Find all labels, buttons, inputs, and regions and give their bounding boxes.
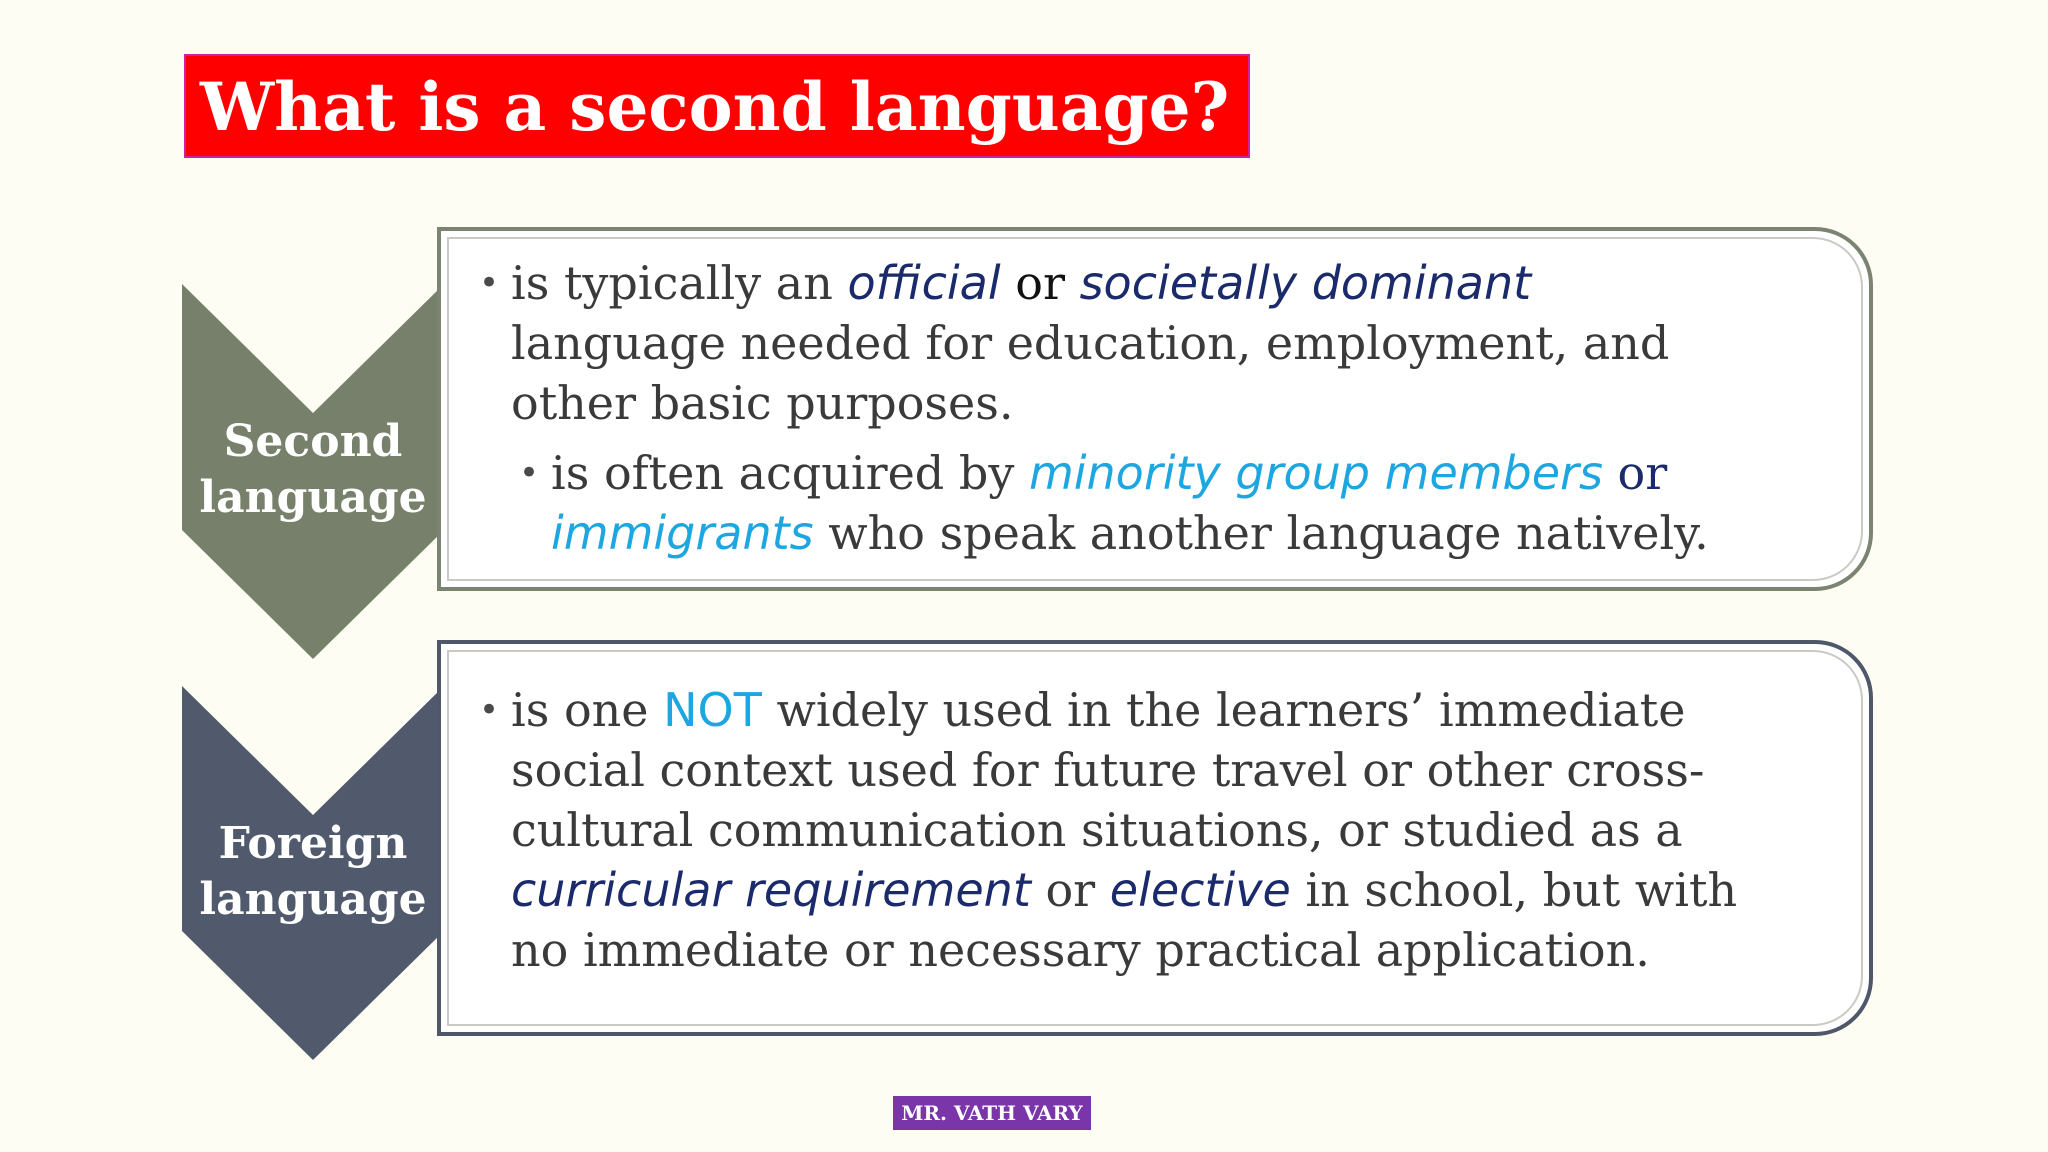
second-language-panel — [437, 227, 1873, 591]
text-span: widely used in the learners’ immediate — [761, 683, 1686, 737]
text-span: who speak another language natively. — [813, 506, 1709, 560]
emphasis-minority-group-members: minority group members — [1028, 446, 1603, 500]
emphasis-elective: elective — [1109, 863, 1291, 917]
foreign-bullet1-line3: cultural communication situations, or studied as a — [511, 803, 1683, 857]
second-bullet1-line1 — [511, 253, 1531, 313]
text-span: or — [1000, 256, 1080, 310]
second-bullet1-line3: other basic purposes. — [511, 376, 1014, 430]
second-language-label — [173, 414, 453, 526]
foreign-bullet1-line1 — [511, 680, 1685, 740]
foreign-bullet1-line2: social context used for future travel or other cross- — [511, 743, 1705, 797]
foreign-language-label-line2: language — [199, 874, 427, 925]
emphasis-immigrants: immigrants — [551, 506, 814, 560]
foreign-language-label-line1: Foreign — [218, 818, 408, 869]
bullet-dot: • — [479, 690, 500, 730]
bullet-dot: • — [519, 453, 540, 493]
second-language-label-line2: language — [199, 472, 427, 523]
bullet-dot: • — [479, 263, 500, 303]
foreign-language-label — [173, 816, 453, 928]
text-span: is one — [511, 683, 664, 737]
second-bullet1-line2: language needed for education, employment, and — [511, 316, 1670, 370]
text-span: or — [1030, 863, 1110, 917]
text-span: or — [1602, 446, 1668, 500]
foreign-language-panel — [437, 640, 1873, 1036]
author-badge: MR. VATH VARY — [893, 1096, 1091, 1130]
second-bullet2-line2 — [551, 503, 1709, 563]
text-span: is typically an — [511, 256, 848, 310]
foreign-bullet1-line4 — [511, 860, 1737, 920]
slide-title: What is a second language? — [200, 68, 1230, 146]
second-bullet2-line1 — [551, 443, 1667, 503]
emphasis-societally-dominant: societally dominant — [1079, 256, 1532, 310]
text-span: is often acquired by — [551, 446, 1029, 500]
emphasis-curricular-requirement: curricular requirement — [511, 863, 1031, 917]
emphasis-not: NOT — [663, 683, 762, 737]
emphasis-official: official — [847, 256, 1001, 310]
foreign-bullet1-line5: no immediate or necessary practical application. — [511, 923, 1650, 977]
second-language-label-line1: Second — [223, 416, 403, 467]
text-span: in school, but with — [1290, 863, 1738, 917]
